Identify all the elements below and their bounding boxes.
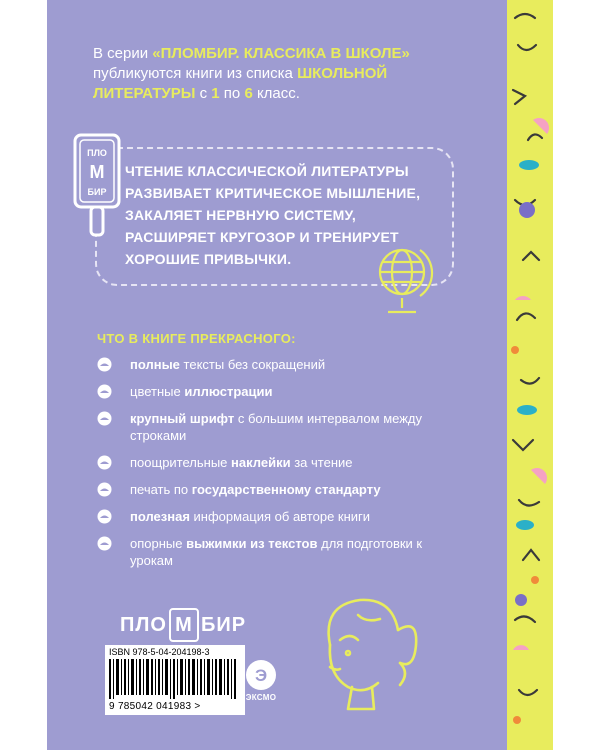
bullet-icon [97, 384, 112, 399]
features-title: ЧТО В КНИГЕ ПРЕКРАСНОГО: [97, 331, 296, 346]
barcode-digits: 9 785042 041983 > [109, 701, 201, 712]
intro-text-3: с [195, 85, 212, 102]
logo-left: ПЛО [120, 613, 167, 636]
eksmo-logo [246, 660, 276, 706]
series-intro [93, 44, 453, 104]
bullet-icon [97, 482, 112, 497]
popsicle-icon [70, 130, 130, 240]
decorative-spine [493, 0, 553, 750]
plombir-logo [120, 608, 246, 642]
globe-icon [370, 240, 440, 320]
list-item: цветные иллюстрации [97, 383, 467, 400]
eksmo-label: ЭКСМО [245, 693, 277, 702]
quote-line: ХОРОШИЕ ПРИВЫЧКИ. [125, 251, 292, 267]
logo-right: БИР [200, 613, 247, 636]
logo-mid: М [169, 608, 199, 642]
bullet-icon [97, 509, 112, 524]
list-item: крупный шрифт с большим интервалом между строками [97, 410, 467, 444]
quote-line: РАЗВИВАЕТ КРИТИЧЕСКОЕ МЫШЛЕНИЕ, [125, 185, 421, 201]
popsicle-mid-text: М [89, 162, 105, 182]
bullet-icon [97, 455, 112, 470]
intro-text-4: по [219, 85, 245, 102]
spine-doodles [493, 0, 553, 750]
school-list: ШКОЛЬНОЙ ЛИТЕРАТУРЫ [93, 65, 388, 102]
intro-text-2: публикуются книги из списка [93, 65, 298, 82]
bullet-icon [97, 536, 112, 551]
features-list [97, 356, 467, 579]
series-name: «ПЛОМБИР. КЛАССИКА В ШКОЛЕ» [152, 45, 410, 62]
popsicle-top-text: ПЛО [87, 148, 107, 158]
quote-line: ЧТЕНИЕ КЛАССИЧЕСКОЙ ЛИТЕРАТУРЫ [125, 163, 409, 179]
list-item: печать по государственному стандарту [97, 481, 467, 498]
eksmo-glyph: Э [254, 666, 268, 685]
bullet-icon [97, 357, 112, 372]
popsicle-bottom-text: БИР [87, 187, 107, 197]
intro-text-1: В серии [93, 45, 153, 62]
list-item: опорные выжимки из текстов для подготовки к урокам [97, 535, 467, 569]
grade-from: 1 [211, 85, 220, 102]
isbn-text: ISBN 978-5-04-204198-3 [109, 647, 210, 657]
intro-text-5: класс. [252, 85, 300, 102]
girl-doodle-icon [300, 585, 430, 725]
list-item: поощрительные наклейки за чтение [97, 454, 467, 471]
list-item: полезная информация об авторе книги [97, 508, 467, 525]
bullet-icon [97, 411, 112, 426]
barcode-bars [109, 659, 241, 699]
barcode [105, 645, 245, 715]
quote-line: ЗАКАЛЯЕТ НЕРВНУЮ СИСТЕМУ, [125, 207, 356, 223]
quote-line: РАСШИРЯЕТ КРУГОЗОР И ТРЕНИРУЕТ [125, 229, 399, 245]
grade-to: 6 [244, 85, 253, 102]
list-item: полные тексты без сокращений [97, 356, 467, 373]
eksmo-emblem-icon [246, 660, 276, 690]
